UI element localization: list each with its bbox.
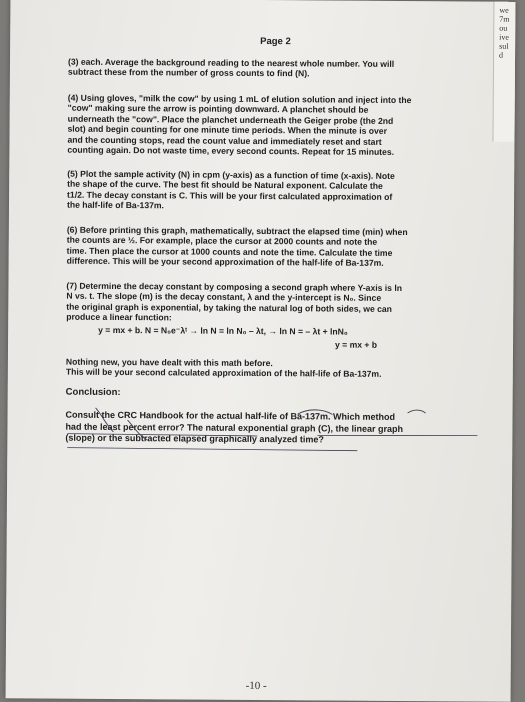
step-6: (6) Before printing this graph, mathematically, subtract the elapsed time (min) when the counts are ½. For example, place the cursor at 2000 counts and note the time. Then place the cursor at 1000 counts and note the time. Calculate the time difference. This will be your second approximation of the half-life of Ba-137m. [66, 224, 408, 269]
step-3: (3) each. Average the background reading to the nearest whole number. You will subtract these from the number of gross counts to find (N). [67, 56, 395, 79]
formula-line-2: y = mx + b [335, 339, 378, 350]
step-7: (7) Determine the decay constant by composing a second graph where Y-axis is ln N vs. t. The slope (m) is the decay constant, λ and the y-intercept is N₀. Since the original graph is exponential, by taking the natural log of both sides, we can produce a linear function: [66, 280, 403, 323]
step-4: (4) Using gloves, "milk the cow" by using 1 mL of elution solution and inject into the "cow" making sure the arrow is pointing downward. A planchet should be underneath the "cow". Place the planchet underneath the Geiger probe (the 2nd slot) and begin counting for one minute time periods. When the minute is over and the counting stops, read the count value and immediately reset and start counting again. Do not waste time, every second counts. Repeat for 15 minutes. [67, 92, 412, 157]
edge-text: we [499, 5, 509, 15]
edge-text: 7m [499, 14, 510, 24]
formula-line-1: y = mx + b. N = N₀e⁻λᵗ → ln N = ln N₀ – λt, → ln N = – λt + lnN₀ [98, 324, 348, 337]
page-number: -10 - [245, 679, 267, 693]
edge-text: ive [499, 32, 510, 42]
adjacent-page-edge [492, 2, 515, 142]
edge-text: ou [499, 23, 508, 33]
document-page [6, 0, 516, 702]
conclusion-heading: Conclusion: [65, 386, 121, 399]
conclusion-text: Consult the CRC Handbook for the actual half-life of Ba-137m. Which method had the least percent error? The natural exponential graph (C), the linear graph (slope) or the subtracted elapsed graphically analyzed time? [65, 409, 404, 445]
edge-text: d [499, 50, 504, 60]
nothing-new-note: Nothing new, you have dealt with this math before. This will be your second calculated approximation of the half-life of Ba-137m. [65, 356, 382, 380]
page-label: Page 2 [260, 35, 291, 48]
step-5: (5) Plot the sample activity (N) in cpm (y-axis) as a function of time (x-axis). Note the shape of the curve. The best fit should be Natural exponent. Calculate the t1/2. The decay constant is C. This will be your first calculated approximation of the half-life of Ba-137m. [66, 168, 395, 211]
edge-text: sul [499, 41, 509, 51]
